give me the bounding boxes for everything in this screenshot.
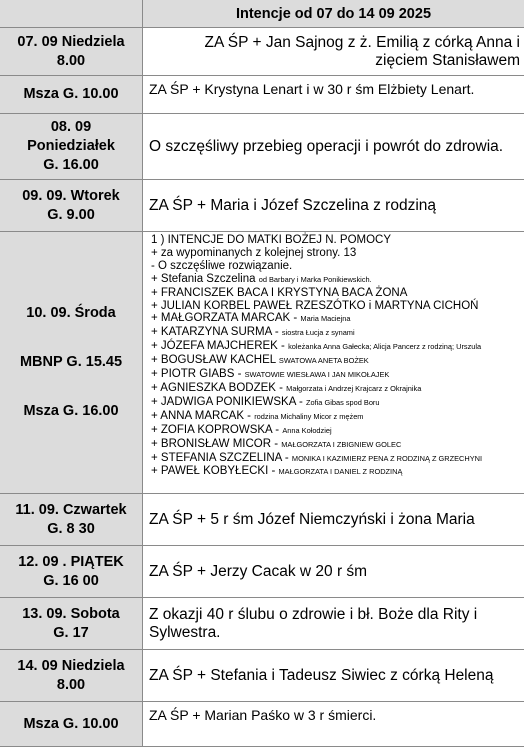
table-row-wednesday [0,232,524,494]
intention-text: ZA ŚP + Maria i Józef Szczelina z rodziną [143,180,524,232]
intention-name: + PAWEŁ KOBYŁECKI - [151,465,279,478]
intention-name: + JADWIGA PONIKIEWSKA - [151,395,306,408]
intention-donor: MONIKA I KAZIMIERZ PENA Z RODZINĄ Z GRZECHYNI [291,453,483,463]
day-cell [0,114,143,180]
intention-donor: MAŁGORZATA I ZBIGNIEW GOLEC [281,439,402,449]
intention-text: ZA ŚP + Jan Sajnog z ż. Emilią z córką Anna i zięciem Stanisławem [143,28,524,76]
intention-text: ZA ŚP + 5 r śm Józef Niemczyński i żona Maria [143,494,524,546]
intention-donor: Maria Maciejna [300,314,351,324]
list-item [151,234,518,247]
intention-donor: SWATOWA ANETA BOŻEK [278,356,369,366]
list-item [151,354,518,368]
day-cell [0,650,143,702]
list-item [151,260,518,273]
mass-time: G. 9.00 [47,206,95,223]
intention-text: O szczęśliwy przebieg operacji i powrót do zdrowia. [143,114,524,180]
mass-time: 8.00 [56,676,86,693]
table-row [0,702,524,747]
day-label: 08. 09 [50,119,92,135]
intention-name: + BRONISŁAW MICOR - [151,437,282,450]
list-item [151,438,518,452]
mass-time: Msza G. 10.00 [23,86,119,102]
intention-name: 1 ) INTENCJE DO MATKI BOŻEJ N. POMOCY [151,234,392,246]
day-cell [0,232,143,494]
table-row [0,180,524,232]
intention-donor: siostra Łucja z synami [281,328,355,338]
intention-name: + ANNA MARCAK - [151,409,255,422]
table-title: Intencje od 07 do 14 09 2025 [143,0,524,28]
list-item [151,382,518,396]
list-item [151,465,518,479]
list-item [151,340,518,354]
intention-name: + FRANCISZEK BACA I KRYSTYNA BACA ŻONA [151,286,408,299]
list-item [151,410,518,424]
day-label: 09. 09. Wtorek [22,187,120,204]
day-label: 11. 09. Czwartek [15,501,127,518]
mass-time: G. 8 30 [47,520,95,537]
mass-time: G. 17 [53,624,89,641]
mass-time: Msza G. 16.00 [23,403,119,419]
list-item [151,452,518,466]
mass-time: 8.00 [56,52,86,69]
table-row [0,28,524,76]
intention-text: Z okazji 40 r ślubu o zdrowie i bł. Boże dla Rity i Sylwestra. [143,598,524,650]
intention-donor: SWATOWIE WIESŁAWA I JAN MIKOŁAJEK [244,370,390,380]
intention-text: ZA ŚP + Jerzy Cacak w 20 r śm [143,546,524,598]
day-cell [0,180,143,232]
table-row [0,114,524,180]
list-item [151,368,518,382]
intention-donor: Małgorzata i Andrzej Krajcarz z Okrajnika [286,383,422,393]
mass-time: Msza G. 10.00 [23,715,119,732]
intention-donor: Zofia Gibas spod Boru [305,397,380,407]
list-item [151,300,518,313]
intention-name: + JULIAN KORBEL PAWEŁ RZESZÓTKO i MARTYNA CICHOŃ [151,299,479,312]
list-item [151,312,518,326]
list-item [151,287,518,300]
intention-name: + JÓZEFA MAJCHEREK - [151,340,289,353]
intention-donor: od Barbary i Marka Ponikiewskich. [258,274,372,284]
list-item [151,247,518,260]
intention-text: ZA ŚP + Stefania i Tadeusz Siwiec z córką Heleną [143,650,524,702]
intention-donor: MAŁGORZATA I DANIEL Z RODZINĄ [278,467,403,477]
mass-time: G. 16.00 [43,157,99,173]
intention-donor: rodzina Michaliny Micor z mężem [254,411,364,421]
devotion-time: MBNP G. 15.45 [19,354,123,370]
day-label: 07. 09 Niedziela [17,33,125,50]
list-item [151,424,518,438]
intention-text: ZA ŚP + Marian Paśko w 3 r śmierci. [143,702,524,747]
day-label: 12. 09 . PIĄTEK [18,553,124,570]
day-cell [0,702,143,747]
intention-name: + ZOFIA KOPROWSKA - [151,423,283,436]
intention-name: + MAŁGORZATA MARCAK - [151,312,301,325]
intention-name: + za wypominanych z kolejnej strony. 13 [151,246,357,259]
intention-name: - O szczęśliwe rozwiązanie. [151,259,293,272]
day-cell [0,598,143,650]
table-header-row [0,0,524,28]
day-name: Poniedziałek [27,138,115,154]
intention-name: + AGNIESZKA BODZEK - [151,381,287,394]
day-cell [0,76,143,114]
day-label: 10. 09. Środa [26,305,116,321]
intention-name: + Stefania Szczelina [151,272,259,285]
intention-name: + BOGUSŁAW KACHEL [151,354,279,367]
table-row [0,494,524,546]
day-label: 13. 09. Sobota [22,605,120,622]
table-row [0,546,524,598]
intention-donor: Anna Kołodziej [282,425,332,435]
intention-name: + KATARZYNA SURMA - [151,326,282,339]
day-cell [0,28,143,76]
day-cell [0,494,143,546]
mass-time: G. 16 00 [43,572,99,589]
list-item [151,326,518,340]
list-item [151,273,518,287]
header-blank-cell [0,0,143,28]
intention-list [143,232,524,494]
intention-name: + STEFANIA SZCZELINA - [151,451,292,464]
day-cell [0,546,143,598]
intention-donor: koleżanka Anna Gałecka; Alicja Pancerz z rodziną; Urszula [288,342,482,352]
table-row [0,76,524,114]
list-item [151,396,518,410]
table-row [0,598,524,650]
intention-text: ZA ŚP + Krystyna Lenart i w 30 r śm Elżbiety Lenart. [143,76,524,114]
day-label: 14. 09 Niedziela [17,657,125,674]
intention-name: + PIOTR GIABS - [151,368,245,381]
table-row [0,650,524,702]
